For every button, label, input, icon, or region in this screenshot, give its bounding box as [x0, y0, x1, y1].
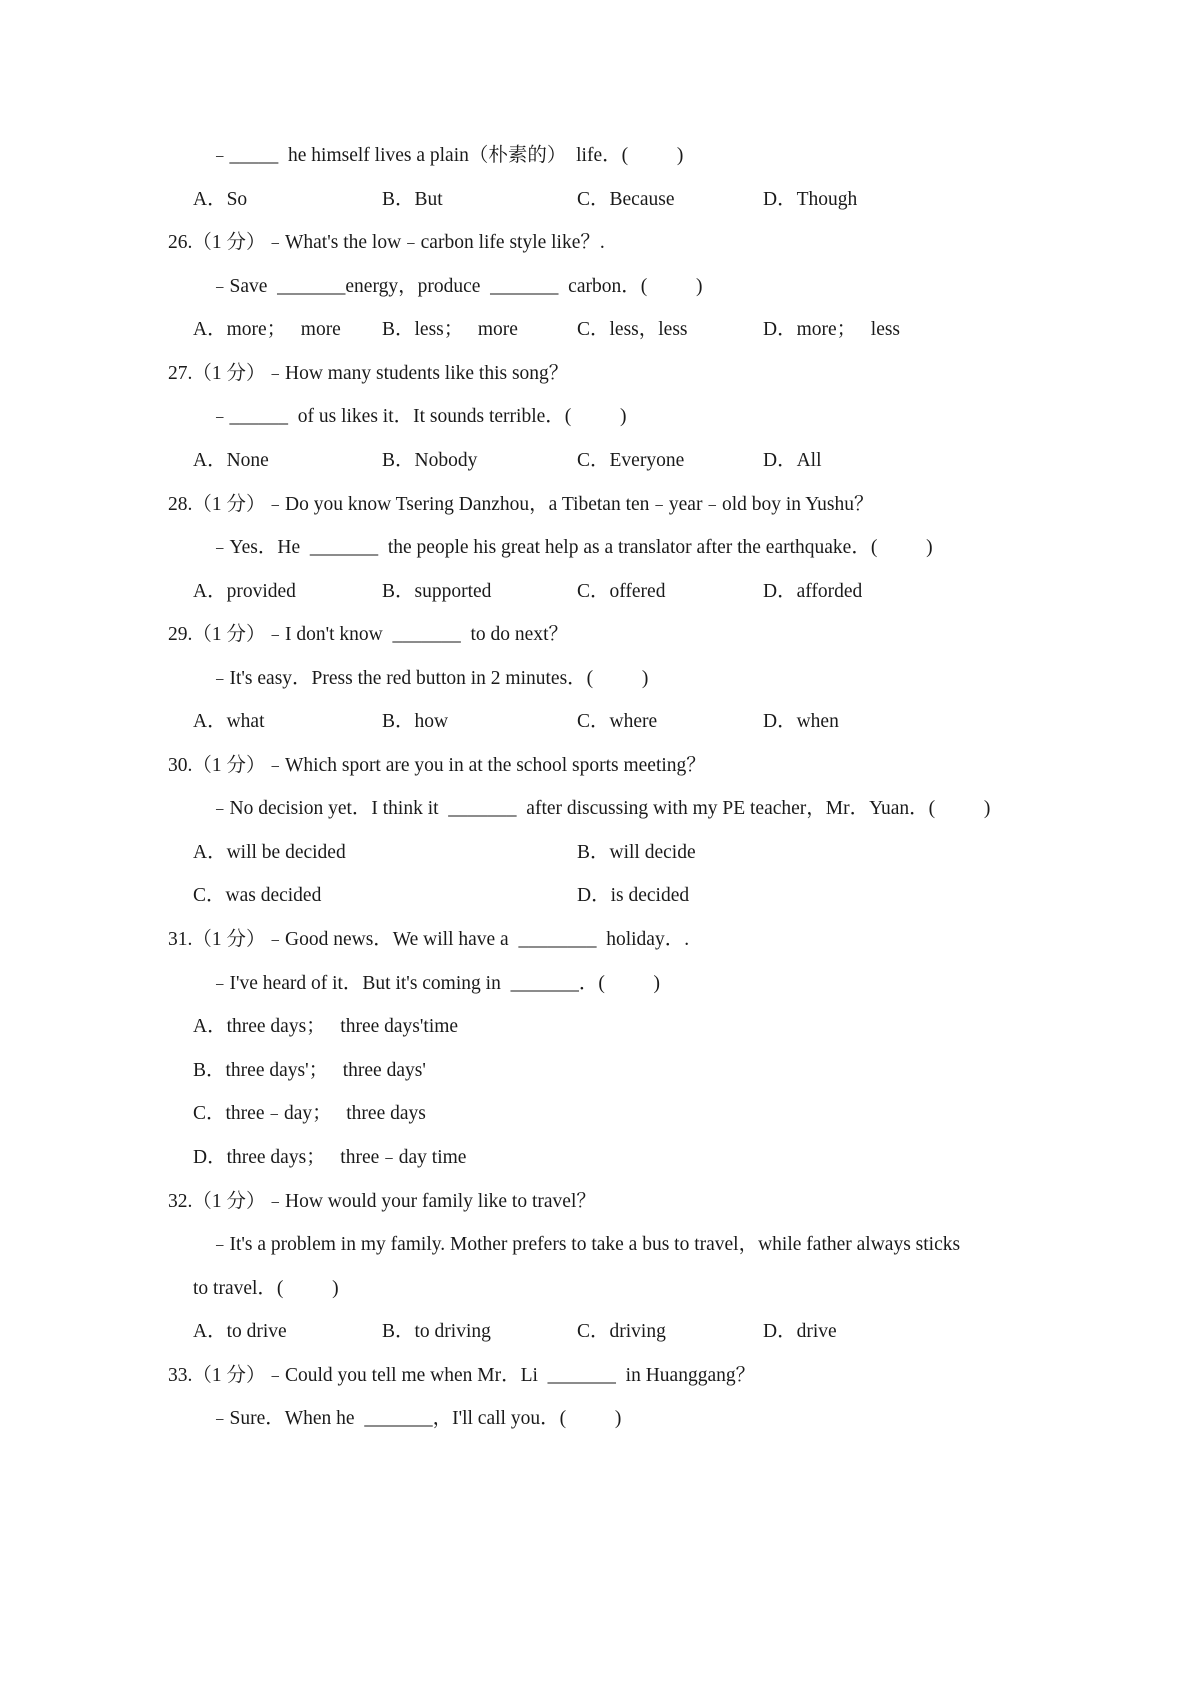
text-line: ﹣It's easy．Press the red button in 2 minutes．( ) [210, 668, 649, 689]
answer-option: D．Though [763, 189, 858, 210]
answer-option: B．less； more [382, 319, 518, 340]
answer-option: D．afforded [763, 581, 863, 602]
text-line: ﹣Yes．He _______ the people his great help as a translator after the earthquake．( ) [210, 537, 933, 558]
answer-option: D．drive [763, 1321, 837, 1342]
answer-option: B．how [382, 711, 449, 732]
answer-option: C．driving [577, 1321, 666, 1342]
question-stem: 31.（1 分）﹣Good news．We will have a ________ holiday．. [168, 929, 690, 950]
text-line: B．three days'； three days' [193, 1060, 426, 1081]
answer-option: B．Nobody [382, 450, 478, 471]
text-line: ﹣_____ he himself lives a plain（朴素的） life．( ) [210, 145, 684, 166]
answer-option: A．what [193, 711, 265, 732]
answer-option: B．But [382, 189, 443, 210]
answer-option: D．when [763, 711, 839, 732]
question-stem: 26.（1 分）﹣What's the low﹣carbon life style like？. [168, 232, 605, 253]
text-line: ﹣______ of us likes it．It sounds terrible．( ) [210, 406, 627, 427]
answer-option: C．Everyone [577, 450, 685, 471]
text-line: ﹣No decision yet．I think it _______ after discussing with my PE teacher，Mr．Yuan．( ) [210, 798, 991, 819]
answer-option: D．more； less [763, 319, 901, 340]
answer-option: C．was decided [193, 885, 322, 906]
question-stem: 27.（1 分）﹣How many students like this song？ [168, 363, 569, 384]
text-line: ﹣Sure．When he _______，I'll call you．( ) [210, 1408, 622, 1429]
answer-option: C．Because [577, 189, 675, 210]
text-line: to travel．( ) [193, 1278, 339, 1299]
answer-option: A．So [193, 189, 248, 210]
answer-option: A．to drive [193, 1321, 287, 1342]
answer-option: B．will decide [577, 842, 696, 863]
answer-option: A．will be decided [193, 842, 346, 863]
text-line: ﹣It's a problem in my family. Mother prefers to take a bus to travel，while father always sticks [210, 1234, 961, 1255]
answer-option: A．more； more [193, 319, 341, 340]
text-line: D．three days； three﹣day time [193, 1147, 467, 1168]
answer-option: B．to driving [382, 1321, 491, 1342]
question-stem: 28.（1 分）﹣Do you know Tsering Danzhou，a Tibetan ten﹣year﹣old boy in Yushu？ [168, 494, 874, 515]
text-line: C．three﹣day； three days [193, 1103, 426, 1124]
text-line: ﹣Save _______energy，produce _______ carbon．( ) [210, 276, 703, 297]
answer-option: C．less，less [577, 319, 688, 340]
question-stem: 32.（1 分）﹣How would your family like to travel？ [168, 1191, 596, 1212]
answer-option: D．All [763, 450, 822, 471]
text-line: A．three days； three days'time [193, 1016, 459, 1037]
answer-option: D．is decided [577, 885, 690, 906]
question-stem: 29.（1 分）﹣I don't know _______ to do next？ [168, 624, 568, 645]
question-stem: 33.（1 分）﹣Could you tell me when Mr．Li _______ in Huanggang？ [168, 1365, 756, 1386]
text-line: ﹣I've heard of it．But it's coming in _______．( ) [210, 973, 661, 994]
answer-option: A．provided [193, 581, 296, 602]
question-stem: 30.（1 分）﹣Which sport are you in at the school sports meeting？ [168, 755, 706, 776]
answer-option: A．None [193, 450, 269, 471]
answer-option: C．where [577, 711, 658, 732]
answer-option: C．offered [577, 581, 666, 602]
answer-option: B．supported [382, 581, 492, 602]
